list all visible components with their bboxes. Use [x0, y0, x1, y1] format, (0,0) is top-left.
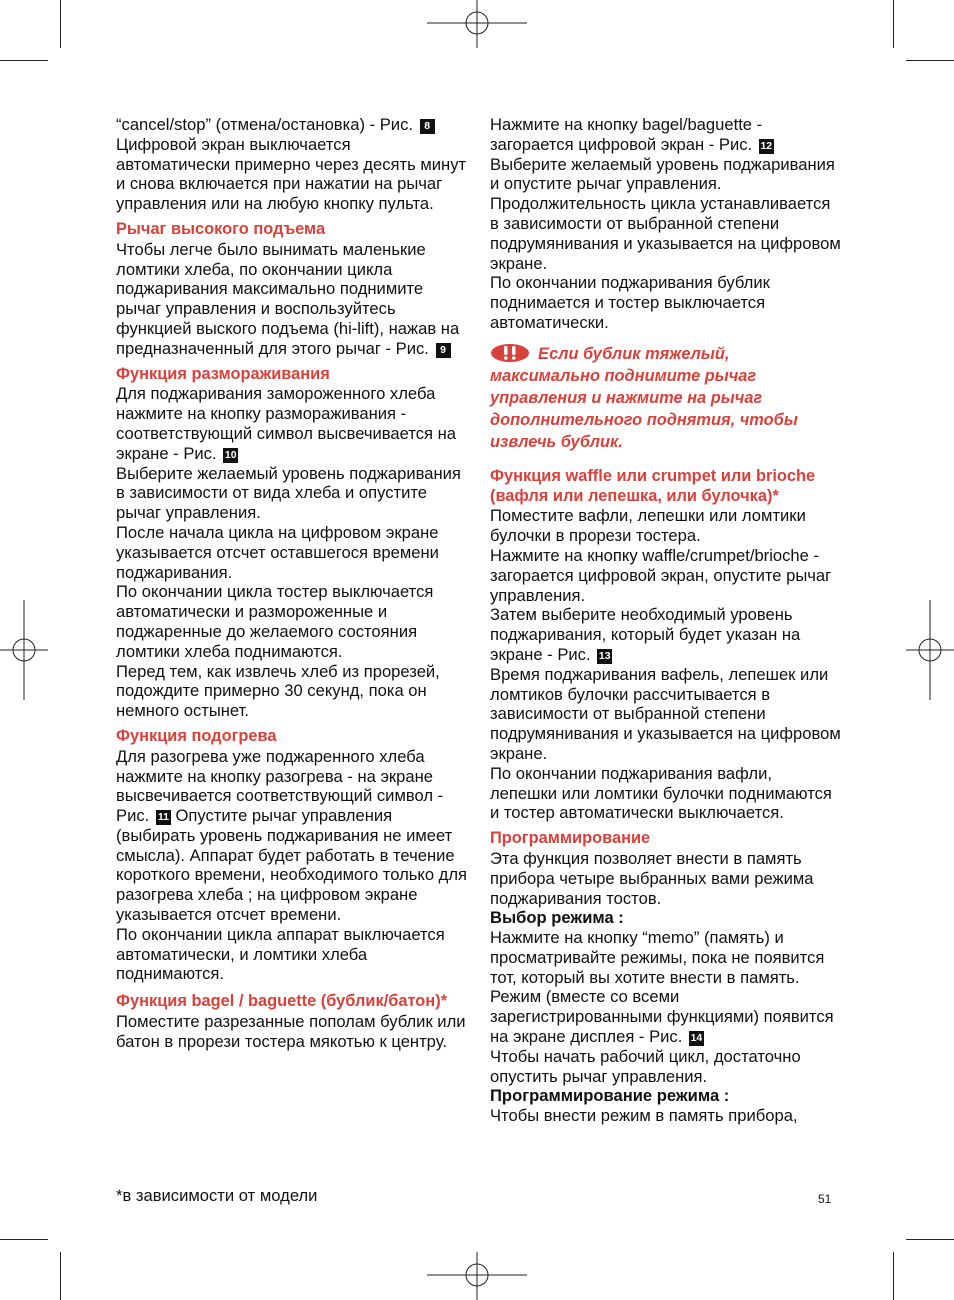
registration-mark-left: [0, 600, 50, 700]
right-column: [490, 115, 842, 1126]
intro-paragraph: “cancel/stop” (отмена/остановка) - Рис. 8 Цифровой экран выключается автоматически примерно через десять минут и снова включается при нажатии на рычаг управления или на любую кнопку пульта.: [116, 115, 467, 214]
bagel-continued-paragraph: Нажмите на кнопку bagel/baguette - загорается цифровой экран - Рис. 12 Выберите желаемый уровень поджаривания и опустите рычаг управления. Продолжительность цикла устанавливается в зависимости от выбранной степени подрумянивания и указывается на цифровом экране. По окончании поджаривания бублик поднимается и тостер выключается автоматически.: [490, 115, 841, 332]
registration-mark-right: [904, 600, 954, 700]
defrost-paragraph: Для поджаривания замороженного хлеба нажмите на кнопку размораживания - соответствующий символ высвечивается на экране - Рис. 10 Выберите желаемый уровень поджаривания в зависимости от вида хлеба и опустите рычаг управления. После начала цикла на цифровом экране указывается отсчет оставшегося времени поджаривания. По окончании цикла тостер выключается автоматически и размороженные и поджаренные до желаемого состояния ломтики хлеба поднимаются. Перед тем, как извлечь хлеб из прорезей, подождите примерно 30 секунд, пока он немного остынет.: [116, 384, 461, 721]
registration-mark-top: [427, 0, 527, 50]
section-heading-bagel: Функция bagel / baguette (бублик/батон)*: [116, 992, 448, 1011]
crop-mark-bl-h: [0, 1239, 48, 1240]
crop-mark-bl-v: [60, 1252, 61, 1300]
page-number: 51: [818, 1192, 832, 1206]
reheat-paragraph: Для разогрева уже поджаренного хлеба нажмите на кнопку разогрева - на экране высвечивается соответствующий символ - Рис. 11 Опустите рычаг управления (выбирать уровень поджаривания не имеет смысла). Аппарат будет работать в течение короткого времени, необходимого только для разогрева хлеба ; на цифровом экране указывается отсчет времени. По окончании цикла аппарат выключается автоматически, и ломтики хлеба поднимаются.: [116, 746, 468, 984]
figure-badge: 13: [598, 649, 611, 662]
crop-mark-br-h: [906, 1239, 954, 1240]
figure-badge: 10: [224, 448, 237, 461]
bagel-paragraph: Поместите разрезанные пополам бублик или батон в прорези тостера мякотью к центру.: [116, 1012, 466, 1051]
crop-mark-tl-h: [0, 60, 48, 61]
left-column: [116, 115, 468, 1052]
figure-badge: 14: [690, 1032, 703, 1045]
section-heading-waffle: Функция waffle или crumpet или brioche (вафля или лепешка, или булочка)*: [490, 466, 816, 505]
exclamation-warning-icon: [490, 343, 530, 363]
crop-mark-br-v: [893, 1252, 894, 1300]
subheading-mode-programming: Программирование режима :: [490, 1086, 730, 1106]
crop-mark-tr-v: [893, 0, 894, 48]
figure-badge: 11: [157, 811, 169, 824]
subheading-mode-select: Выбор режима :: [490, 908, 624, 928]
footnote: *в зависимости от модели: [116, 1186, 318, 1205]
warning-note: Если бублик тяжелый, максимально поднимите рычаг управления и нажмите на рычаг дополнительного поднятия, чтобы извлечь бублик.: [490, 344, 798, 451]
hilift-paragraph: Чтобы легче было вынимать маленькие ломтики хлеба, по окончании цикла поджаривания максимально поднимите рычаг управления и воспользуйтесь функцией выского подъема (hi-lift), нажав на предназначенный для этого рычаг - Рис. 9: [116, 239, 460, 358]
programming-paragraph: Эта функция позволяет внести в память прибора четыре выбранных вами режима поджаривания тостов. Выбор режима : Нажмите на кнопку “memo” (память) и просматривайте режимы, пока не появится тот, который вы хотите внести в память. Режим (вместе со всеми зарегистрированными функциями) появится на экране дисплея - Рис. 14 Чтобы начать рабочий цикл, достаточно опустить рычаг управления. Программирование режима : Чтобы внести режим в память прибора,: [490, 848, 834, 1126]
crop-mark-tr-h: [906, 60, 954, 61]
registration-mark-bottom: [427, 1250, 527, 1300]
crop-mark-tl-v: [60, 0, 61, 48]
section-heading-hilift: Рычаг высокого подъема: [116, 219, 326, 238]
section-heading-programming: Программирование: [490, 829, 651, 848]
section-heading-defrost: Функция размораживания: [116, 364, 330, 383]
figure-badge: 12: [760, 139, 773, 152]
figure-badge: 8: [420, 119, 435, 134]
section-heading-reheat: Функция подогрева: [116, 726, 277, 745]
figure-badge: 9: [436, 343, 451, 358]
waffle-paragraph: Поместите вафли, лепешки или ломтики булочки в прорези тостера. Нажмите на кнопку waffle/crumpet/brioche - загорается цифровой экран, опустите рычаг управления. Затем выберите необходимый уровень поджаривания, который будет указан на экране - Рис. 13 Время поджаривания вафель, лепешек или ломтиков булочки рассчитывается в зависимости от выбранной степени подрумянивания и указывается на цифровом экране. По окончании поджаривания вафли, лепешки или ломтики булочки поднимаются и тостер автоматически выключается.: [490, 506, 841, 823]
